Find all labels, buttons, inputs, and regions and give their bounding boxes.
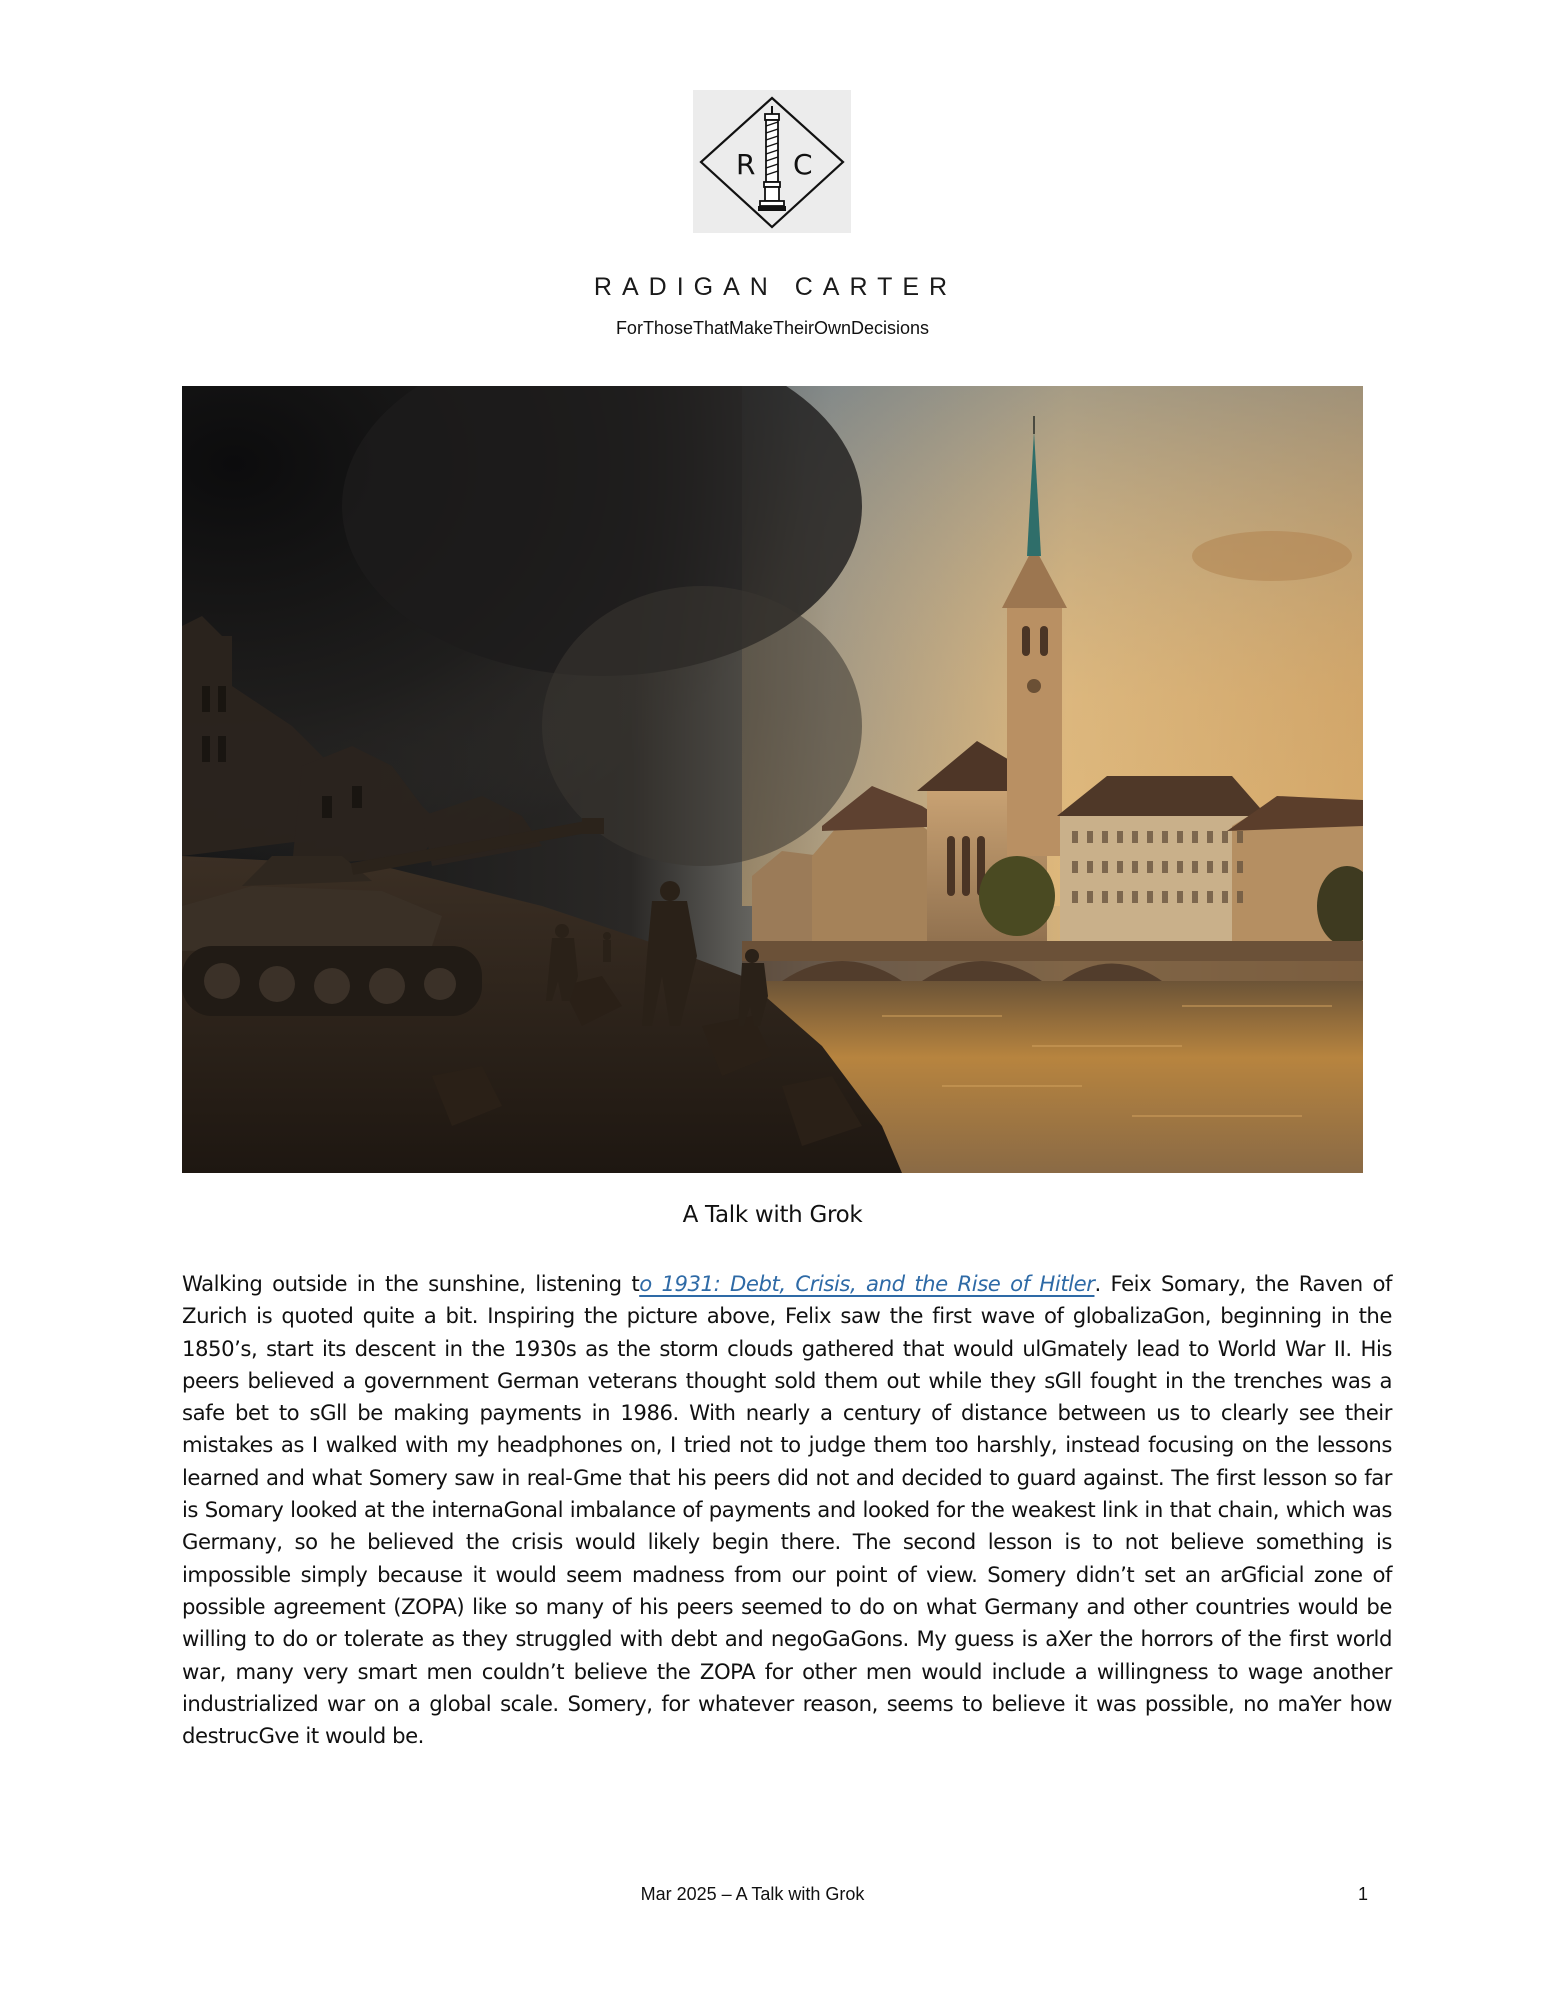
war-and-zurich-illustration: [182, 386, 1363, 1173]
body-text-after-link: . Feix Somary, the Raven of Zurich is quoted quite a bit. Inspiring the picture above, Felix saw the first wave of globalizaGon, beginning in the 1850’s, start its descent in the 1930s as the storm clouds gathered that would ulGmately lead to World War II. His peers believed a government German veterans thought sold them out while they sGll fought in the trenches was a safe bet to sGll be making payments in 1986. With nearly a century of distance between us to clearly see their mistakes as I walked with my headphones on, I tried not to judge them too harshly, instead focusing on the lessons learned and what Somery saw in real-Gme that his peers did not and decided to guard against. The first lesson so far is Somary looked at the internaGonal imbalance of payments and looked for the weakest link in that chain, which was Germany, so he believed the crisis would likely begin there. The second lesson is to not believe something is impossible simply because it would seem madness from our point of view. Somery didn’t set an arGficial zone of possible agreement (ZOPA) like so many of his peers seemed to do on what Germany and other countries would be willing to do or tolerate as they struggled with debt and negoGaGons. My guess is aXer the horrors of the first world war, many very smart men couldn’t believe the ZOPA for other men would include a willingness to wage another industrialized war on a global scale. Somery, for whatever reason, seems to believe it was possible, no maYer how destrucGve it would be.: [182, 1271, 1393, 1749]
hero-image: [182, 386, 1363, 1173]
article-title: A Talk with Grok: [682, 1202, 863, 1228]
pillar-diamond-logo-icon: [693, 90, 851, 233]
body-text-before-link: Walking outside in the sunshine, listening t: [182, 1271, 640, 1296]
page-number: 1: [1357, 1884, 1368, 1904]
logo-letter-r: R: [736, 148, 756, 181]
logo-letter-c: C: [793, 148, 813, 181]
brand-tagline: ForThoseThatMakeTheirOwnDecisions: [615, 318, 930, 338]
podcast-link[interactable]: o 1931: Debt, Crisis, and the Rise of Hitler: [639, 1271, 1095, 1296]
article-body: [182, 1268, 1392, 1752]
page-footer: Mar 2025 – A Talk with Grok: [640, 1884, 865, 1904]
brand-logo: [693, 90, 851, 233]
brand-name: RADIGAN CARTER: [593, 273, 958, 301]
